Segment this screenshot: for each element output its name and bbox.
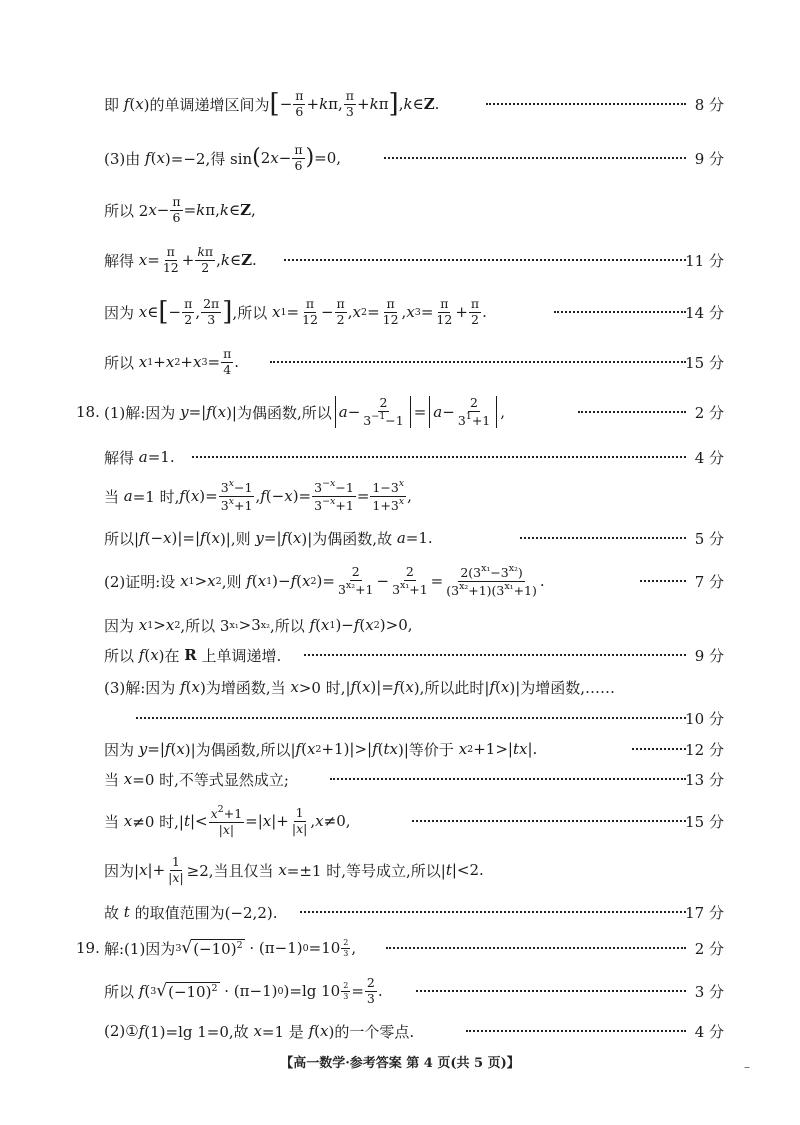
math-expression: (2)① f (1)=lg 1=0,故 x =1 是 f ( x )的一个零点. [104, 1022, 415, 1041]
math-expression: 所以 f ( x )在 R 上单调递增. [104, 646, 282, 665]
answer-line [0, 850, 800, 890]
dot-leader [192, 437, 686, 477]
answer-line [0, 240, 800, 280]
dot-leader [466, 1011, 686, 1051]
math-expression: 因为 y =| f ( x )|为偶函数,所以| f ( x 2 +1)|>| f ( tx )|等价于 x 2 +1>| tx |. [104, 740, 538, 759]
page-footer: 【高一数学·参考答案 第 4 页(共 5 页)】 [280, 1055, 520, 1071]
dot-leader [554, 292, 686, 332]
answer-line [0, 561, 800, 601]
score-label: 7 分 [694, 572, 724, 591]
score-label: 14 分 [685, 303, 724, 322]
answer-line [0, 1011, 800, 1051]
math-expression: 当 x ≠0 时,| t |< $\frac{x^2+1}{|x|}$ =| x |+ $\frac{1}{|x|}$ , x ≠0, [104, 804, 351, 837]
answer-line [0, 801, 800, 841]
score-label: 2 分 [694, 939, 724, 958]
corner-mark: – [744, 1060, 750, 1074]
score-label: 10 分 [685, 709, 724, 728]
math-expression: 因为 x ∈ [ − $\frac{\pi}{2}$ , $\frac{2\pi}{3}$ ] ,所以 x 1 = $\frac{\pi}{12}$ − $\frac{\pi}{2}$ , x 2 = $\frac{\pi}{12}$ , x 3 = $\frac{\pi}{12}$ + $\frac{\pi}{2}$ . [104, 296, 487, 327]
dot-leader [270, 342, 686, 382]
dot-leader [384, 138, 686, 178]
score-label: 2 分 [694, 403, 724, 422]
answer-line [0, 476, 800, 516]
math-expression: 所以| f (− x )|=| f ( x )|,则 y =| f ( x )|为偶函数,故 a =1. [104, 529, 433, 548]
score-label: 9 分 [694, 646, 724, 665]
dot-leader [386, 928, 686, 968]
math-expression: 因为 x 1 > x 2 ,所以 3 x₁ >3 x₂ ,所以 f ( x 1 )− f ( x 2 )>0, [104, 616, 413, 635]
answer-line [0, 437, 800, 477]
dot-leader [412, 801, 686, 841]
answer-line [0, 138, 800, 178]
math-expression: 当 x =0 时,不等式显然成立; [104, 770, 289, 789]
math-expression: 所以 x 1 + x 2 + x 3 = $\frac{\pi}{4}$ . [104, 346, 240, 377]
dot-leader [416, 971, 686, 1011]
math-expression: 解得 a =1. [104, 448, 175, 467]
math-expression: 解得 x = $\frac{\pi}{12}$ + $\frac{k\pi}{2}$ , k ∈ Z . [104, 244, 257, 275]
answer-line [0, 342, 800, 382]
score-label: 4 分 [694, 1022, 724, 1041]
score-label: 3 分 [694, 982, 724, 1001]
score-label: 8 分 [694, 95, 724, 114]
math-expression: 解:(1)因为 3 √ $(-10)^2$ · (π−1) 0 =10 $\frac{2}{3}$ , [104, 938, 357, 958]
answer-line [0, 292, 800, 332]
answer-line [0, 518, 800, 558]
math-expression: (2)证明:设 x 1 > x 2 ,则 f ( x 1 )− f ( x 2 )= $\frac{2}{3^{x_2}+1}$ − $\frac{2}{3^{x_1}+1}$ = $\frac{2(3^{x_1}-3^{x_2})}{(3^{x_2}+1)(3^{x_1}+1)}$ . [104, 563, 545, 598]
score-label: 9 分 [694, 149, 724, 168]
math-expression: 即 f ( x )的单调递增区间为 [ − $\frac{\pi}{6}$ + k π, $\frac{\pi}{3}$ + k π ] , k ∈ Z . [104, 88, 440, 119]
answer-line [0, 759, 800, 799]
dot-leader [300, 892, 686, 932]
dot-leader [520, 518, 686, 558]
math-expression: 故 t 的取值范围为(−2,2). [104, 903, 278, 922]
answer-line [0, 84, 800, 124]
answer-line [0, 928, 800, 968]
answer-line [0, 190, 800, 230]
answer-line [0, 892, 800, 932]
math-expression: (3)解:因为 f ( x )为增函数,当 x >0 时,| f ( x )|= f ( x ),所以此时| f ( x )|为增函数,…… [104, 678, 616, 697]
problem-number: 18. [76, 403, 100, 421]
score-label: 15 分 [685, 812, 724, 831]
score-label: 5 分 [694, 529, 724, 548]
score-label: 15 分 [685, 353, 724, 372]
score-label: 13 分 [685, 770, 724, 789]
dot-leader [284, 240, 686, 280]
math-expression: 当 a =1 时, f ( x )= $\frac{3^x-1}{3^x+1}$ , f (− x )= $\frac{3^{-x}-1}{3^{-x}+1}$ = $\frac{1-3^x}{1+3^x}$ , [104, 478, 412, 513]
math-expression: 所以 2 x − $\frac{\pi}{6}$ = k π, k ∈ Z , [104, 194, 256, 225]
score-label: 4 分 [694, 448, 724, 467]
math-expression: (3)由 f ( x )=−2,得 sin ( 2 x − $\frac{\pi}{6}$ ) =0, [104, 142, 342, 173]
dot-leader [486, 84, 686, 124]
score-label: 11 分 [685, 251, 724, 270]
score-label: 12 分 [685, 740, 724, 759]
answer-line [0, 971, 800, 1011]
math-expression: 因为| x |+ $\frac{1}{|x|}$ ≥2,当且仅当 x =±1 时,等号成立,所以| t |<2. [104, 854, 484, 885]
math-expression: (1)解:因为 y =| f ( x )|为偶函数,所以 a − $\frac{2}{3^{-1}-1}$ = a − $\frac{2}{3^1+1}$ , [104, 395, 506, 428]
answer-line [0, 392, 800, 432]
dot-leader [330, 759, 686, 799]
math-expression: 所以 f ( 3 √ $(-10)^2$ · (π−1) 0 )=lg 10 $\frac{2}{3}$ = $\frac{2}{3}$ . [104, 975, 383, 1006]
score-label: 17 分 [685, 903, 724, 922]
problem-number: 19. [76, 939, 100, 957]
